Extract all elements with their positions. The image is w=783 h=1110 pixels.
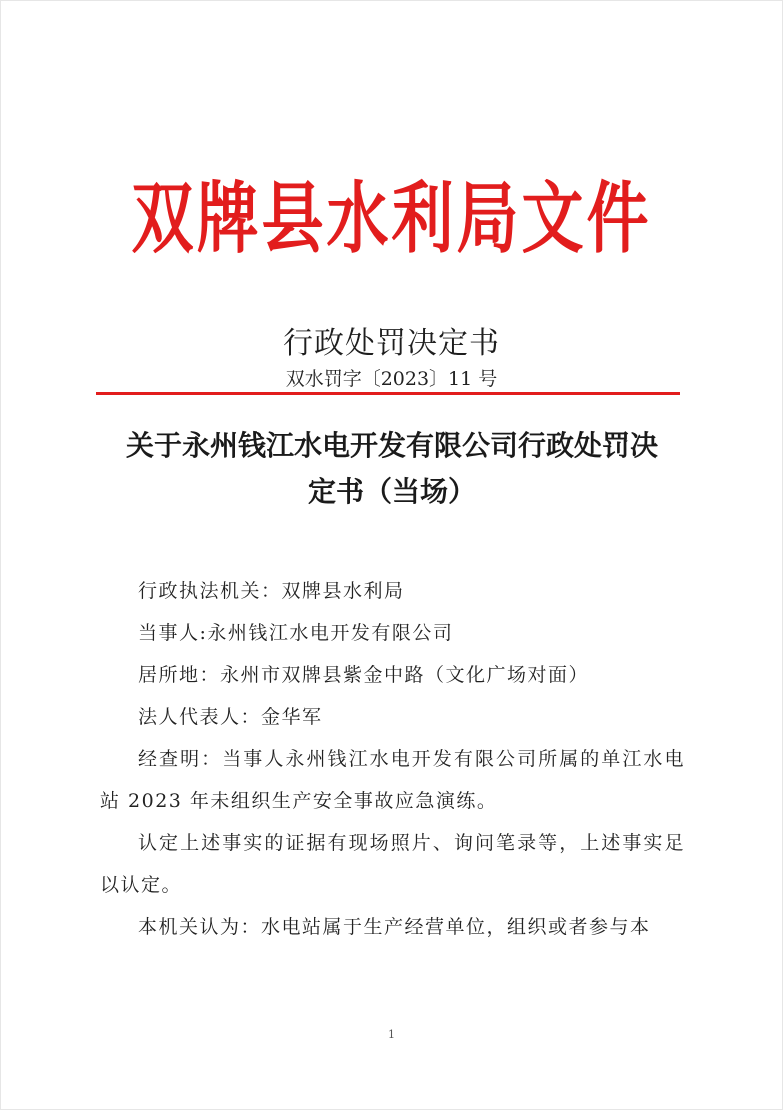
address-line: 居所地：永州市双牌县紫金中路（文化广场对面） <box>138 664 590 686</box>
agency-opinion-paragraph: 本机关认为：水电站属于生产经营单位，组织或者参与本 <box>138 916 651 938</box>
title-line-2: 定书（当场） <box>307 475 476 508</box>
document-type-heading: 行政处罚决定书 <box>283 326 500 361</box>
title-line-1: 关于永州钱江水电开发有限公司行政处罚决 <box>125 429 658 462</box>
evidence-paragraph: 认定上述事实的证据有现场照片、询问笔录等，上述事实足以认定。 <box>100 832 685 896</box>
red-separator-line <box>96 392 680 395</box>
document-number: 双水罚字〔2023〕11 号 <box>285 368 498 390</box>
document-title <box>94 423 690 515</box>
findings-paragraph: 经查明：当事人永州钱江水电开发有限公司所属的单江水电站 2023 年未组织生产安全事故应急演练。 <box>100 748 685 812</box>
enforcement-agency-line: 行政执法机关：双牌县水利局 <box>138 580 405 602</box>
document-body <box>100 570 685 948</box>
page-number: 1 <box>388 1028 395 1041</box>
legal-representative-line: 法人代表人：金华军 <box>138 706 323 728</box>
party-line: 当事人:永州钱江水电开发有限公司 <box>138 622 454 644</box>
document-masthead: 双牌县水利局文件 <box>131 172 652 264</box>
